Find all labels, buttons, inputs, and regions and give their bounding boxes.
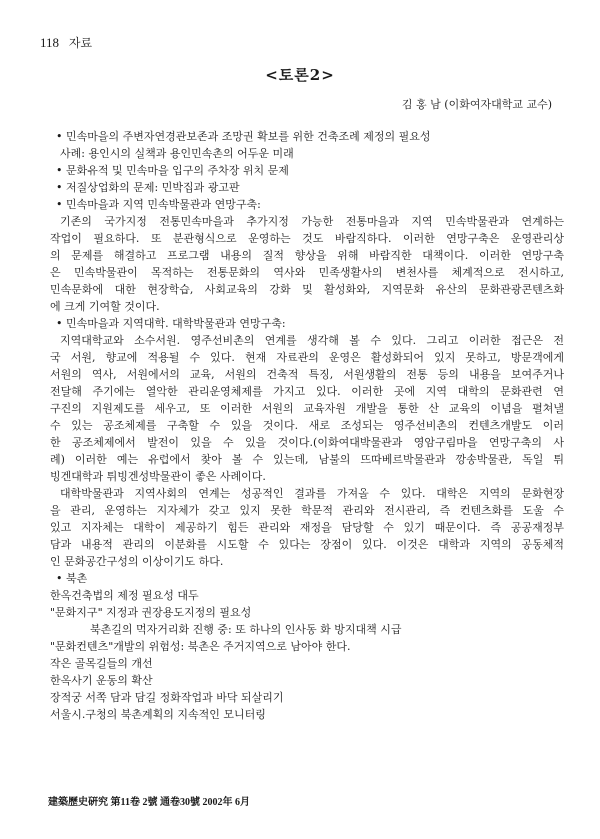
text-line: 담과 내용적 관리의 이분화를 시도할 수 있다는 장점이 있다. 이것은 대학과 지역의 공동체적 — [50, 538, 564, 551]
text-line: 의 문제를 해결하고 프로그램 내용의 질적 향상을 위해 바람직한 대책이다. 이러한 연망구축 — [50, 249, 564, 262]
text-line: • 문화유적 및 민속마을 입구의 주차장 위치 문제 — [56, 164, 289, 177]
text-line: "문화지구" 지정과 권장용도지정의 필요성 — [50, 606, 252, 619]
text-line: 전달해 주기에는 열악한 관리운영체제를 가지고 있다. 이러한 곳에 지역 대학의 문화관련 연 — [50, 385, 564, 398]
text-line: 기존의 국가지정 전통민속마을과 추가지정 가능한 전통마을과 지역 민속박물관과 연계하는 — [60, 215, 564, 228]
text-line: 한 공조체제에서 발전이 있을 수 있을 것이다.(이화여대박물관과 영암구림마을 연망구축의 사 — [50, 436, 564, 449]
text-line: • 민속마을과 지역대학. 대학박물관과 연망구축: — [56, 317, 286, 330]
text-line: • 민속마을과 지역 민속박물관과 연망구축: — [56, 198, 261, 211]
text-line: 에 크게 기여할 것이다. — [50, 300, 160, 313]
text-line: • 저질상업화의 문제: 민박집과 광고판 — [56, 181, 240, 194]
text-line: 한옥사기 운동의 확산 — [50, 674, 153, 687]
text-line: 북촌길의 먹자거리화 진행 중: 또 하나의 인사동 화 방지대책 시급 — [90, 623, 402, 636]
text-line: 은 민속박물관이 목적하는 전통문화의 역사와 민족생활사의 변천사를 체계적으로 전시하고, — [50, 266, 564, 279]
text-line: 지역대학교와 소수서원. 영주선비촌의 연계를 생각해 볼 수 있다. 그리고 이러한 접근은 전 — [60, 334, 564, 347]
text-line: 작은 골목길들의 개선 — [50, 657, 153, 670]
text-line: 을 관리, 운영하는 지자체가 갖고 있지 못한 학문적 관리와 전시관리, 즉 컨텐츠화를 도울 수 — [50, 504, 564, 517]
text-line: • 민속마을의 주변자연경관보존과 조망권 확보를 위한 건축조례 제정의 필요성 — [56, 130, 431, 143]
text-line: 작업이 필요하다. 또 분관형식으로 운영하는 것도 바람직하다. 이러한 연망구축은 운영관리상 — [50, 232, 564, 245]
text-line: "문화컨텐츠"개발의 위험성: 북촌은 주거지역으로 남아야 한다. — [50, 640, 351, 653]
text-line: 구진의 지원제도를 세우고, 또 이러한 서원의 교육자원 개발을 통한 산 교육의 이념을 펼쳐낼 — [50, 402, 564, 415]
text-line: 인 문화공간구성의 이상이기도 하다. — [50, 555, 224, 568]
text-line: 사례: 용인시의 실책과 용인민속촌의 어두운 미래 — [60, 147, 294, 160]
text-line: 서원의 역사, 서원에서의 교육, 서원의 건축적 특징, 서원생활의 전통 등의 내용을 보여주거나 — [50, 368, 564, 381]
text-line: • 북촌 — [56, 572, 88, 585]
text-line: 국 서원, 향교에 적용될 수 있다. 현재 자료관의 운영은 활성화되어 있지 못하고, 방문객에게 — [50, 351, 564, 364]
text-line: 빙겐대학과 튀빙겐성박물관이 좋은 사례이다. — [50, 470, 266, 483]
text-line: 서울시.구청의 북촌계획의 지속적인 모니터링 — [50, 708, 266, 721]
text-line: 장적궁 서쪽 담과 담길 정화작업과 바닥 되살리기 — [50, 691, 284, 704]
text-line: 있고 지자체는 대학이 제공하기 힘든 관리와 재정을 담당할 수 있기 때문이다. 즉 공공재정부 — [50, 521, 564, 534]
text-line: 례) 이러한 예는 유럽에서 찾아 볼 수 있는데, 남불의 뜨따베르박물관과 깡송박물관, 독일 튀 — [50, 453, 564, 466]
text-line: 한옥건축법의 제정 필요성 대두 — [50, 589, 199, 602]
text-line: 민속문화에 대한 현장학습, 사회교육의 강화 및 활성화와, 지역문화 유산의 문화관광콘텐츠화 — [50, 283, 564, 296]
text-line: 대학박물관과 지역사회의 연계는 성공적인 결과를 가져올 수 있다. 대학은 지역의 문화현장 — [60, 487, 564, 500]
text-line: 수 있는 공조체제를 구축할 수 있을 것이다. 새로 조성되는 영주선비촌의 컨텐츠개발도 이러 — [50, 419, 564, 432]
document-body — [50, 128, 564, 723]
page-title: <토론2> — [265, 66, 335, 84]
page-number: 118 — [40, 35, 60, 50]
page-header — [40, 34, 92, 51]
author-line: 김 홍 남 (이화여자대학교 교수) — [401, 98, 552, 111]
journal-footer: 建築歷史硏究 第11卷 2號 通卷30號 2002年 6月 — [48, 797, 250, 808]
section-label: 자료 — [68, 36, 93, 50]
